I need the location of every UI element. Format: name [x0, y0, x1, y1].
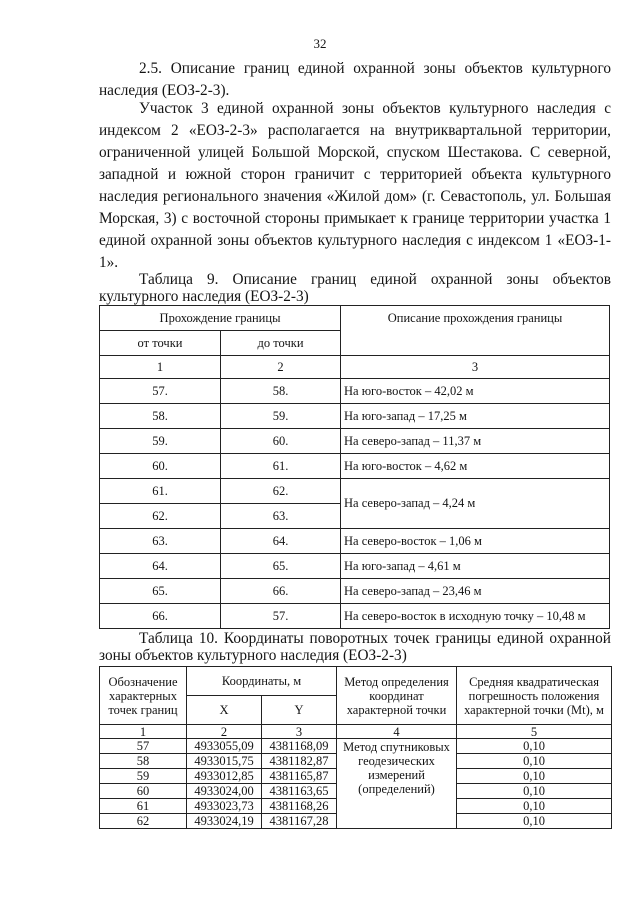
- boundary-desc: На северо-восток – 1,06 м: [341, 529, 610, 554]
- to-point: 63.: [221, 504, 341, 529]
- coord-y: 4381167,28: [262, 814, 337, 829]
- from-point: 65.: [100, 579, 221, 604]
- boundary-desc: На северо-запад – 4,24 м: [341, 479, 610, 529]
- to-point: 57.: [221, 604, 341, 629]
- header-boundary-pass: Прохождение границы: [100, 306, 341, 331]
- boundary-desc: На юго-запад – 17,25 м: [341, 404, 610, 429]
- coord-x: 4933012,85: [187, 769, 262, 784]
- coord-y: 4381168,09: [262, 739, 337, 754]
- boundary-desc: На северо-восток в исходную точку – 10,48 м: [341, 604, 610, 629]
- point-id: 57: [100, 739, 187, 754]
- section-title: 2.5. Описание границ единой охранной зоны объектов культурного наследия (ЕОЗ-2-3).: [99, 60, 611, 99]
- boundary-desc: На юго-восток – 42,02 м: [341, 379, 610, 404]
- coord-y: 4381165,87: [262, 769, 337, 784]
- table9-caption: Таблица 9. Описание границ единой охранной зоны объектов культурного наследия (ЕОЗ-2-3): [99, 271, 611, 305]
- to-point: 64.: [221, 529, 341, 554]
- coord-y: 4381168,26: [262, 799, 337, 814]
- from-point: 62.: [100, 504, 221, 529]
- page-number: 32: [313, 36, 327, 51]
- table-row: [100, 529, 610, 554]
- point-id: 62: [100, 814, 187, 829]
- coord-x: 4933024,00: [187, 784, 262, 799]
- table-row: [100, 479, 610, 504]
- from-point: 58.: [100, 404, 221, 429]
- table-row: [100, 579, 610, 604]
- error-value: 0,10: [457, 799, 612, 814]
- coord-y: 4381163,65: [262, 784, 337, 799]
- table10-caption: Таблица 10. Координаты поворотных точек границы единой охранной зоны объектов культурного наследия (ЕОЗ-2-3): [99, 630, 611, 664]
- table-row: [100, 379, 610, 404]
- column-number: 2: [221, 356, 341, 379]
- to-point: 61.: [221, 454, 341, 479]
- header-method: Метод определения координат характерной точки: [337, 667, 457, 725]
- from-point: 61.: [100, 479, 221, 504]
- to-point: 65.: [221, 554, 341, 579]
- header-from-point: от точки: [100, 331, 221, 356]
- header-point-designation: Обозначение характерных точек границ: [100, 667, 187, 725]
- coord-x: 4933055,09: [187, 739, 262, 754]
- from-point: 64.: [100, 554, 221, 579]
- point-id: 60: [100, 784, 187, 799]
- point-id: 61: [100, 799, 187, 814]
- table-row: [100, 739, 612, 754]
- column-number: 3: [341, 356, 610, 379]
- from-point: 60.: [100, 454, 221, 479]
- error-value: 0,10: [457, 754, 612, 769]
- method-value: Метод спутниковых геодезических измерений (определений): [337, 739, 457, 829]
- boundary-desc: На северо-запад – 11,37 м: [341, 429, 610, 454]
- column-number: 2: [187, 725, 262, 739]
- table-row: [100, 404, 610, 429]
- boundary-desc: На юго-запад – 4,61 м: [341, 554, 610, 579]
- point-id: 58: [100, 754, 187, 769]
- point-id: 59: [100, 769, 187, 784]
- boundary-desc: На юго-восток – 4,62 м: [341, 454, 610, 479]
- coord-y: 4381182,87: [262, 754, 337, 769]
- table-row: [100, 554, 610, 579]
- coord-x: 4933023,73: [187, 799, 262, 814]
- header-y: Y: [262, 696, 337, 725]
- boundary-description-table: [99, 305, 610, 629]
- column-number: 5: [457, 725, 612, 739]
- column-number: 1: [100, 356, 221, 379]
- coord-x: 4933015,75: [187, 754, 262, 769]
- error-value: 0,10: [457, 784, 612, 799]
- to-point: 60.: [221, 429, 341, 454]
- error-value: 0,10: [457, 739, 612, 754]
- header-boundary-desc: Описание прохождения границы: [341, 306, 610, 356]
- header-coordinates: Координаты, м: [187, 667, 337, 696]
- column-number: 4: [337, 725, 457, 739]
- table-row: [100, 604, 610, 629]
- error-value: 0,10: [457, 769, 612, 784]
- to-point: 62.: [221, 479, 341, 504]
- coordinates-table: [99, 666, 612, 829]
- to-point: 66.: [221, 579, 341, 604]
- column-number: 3: [262, 725, 337, 739]
- from-point: 59.: [100, 429, 221, 454]
- boundary-desc: На северо-запад – 23,46 м: [341, 579, 610, 604]
- to-point: 59.: [221, 404, 341, 429]
- error-value: 0,10: [457, 814, 612, 829]
- from-point: 66.: [100, 604, 221, 629]
- from-point: 63.: [100, 529, 221, 554]
- table-row: [100, 454, 610, 479]
- column-number: 1: [100, 725, 187, 739]
- header-to-point: до точки: [221, 331, 341, 356]
- to-point: 58.: [221, 379, 341, 404]
- header-x: X: [187, 696, 262, 725]
- from-point: 57.: [100, 379, 221, 404]
- header-mean-square-error: Средняя квадратическая погрешность положения характерной точки (Mt), м: [457, 667, 612, 725]
- section-paragraph: Участок 3 единой охранной зоны объектов культурного наследия с индексом 2 «ЕОЗ-2-3» располагается на внутриквартальной территории, ограниченной улицей Большой Морской, спуском Шестакова. С северной, западной и южной сторон граничит с территорией объекта культурного наследия регионального значения «Жилой дом» (г. Севастополь, ул. Большая Морская, 3) с восточной стороны примыкает к границе территории участка 1 единой охранной зоны объектов культурного наследия с индексом 1 «ЕОЗ-1-1».: [99, 100, 611, 271]
- coord-x: 4933024,19: [187, 814, 262, 829]
- table-row: [100, 429, 610, 454]
